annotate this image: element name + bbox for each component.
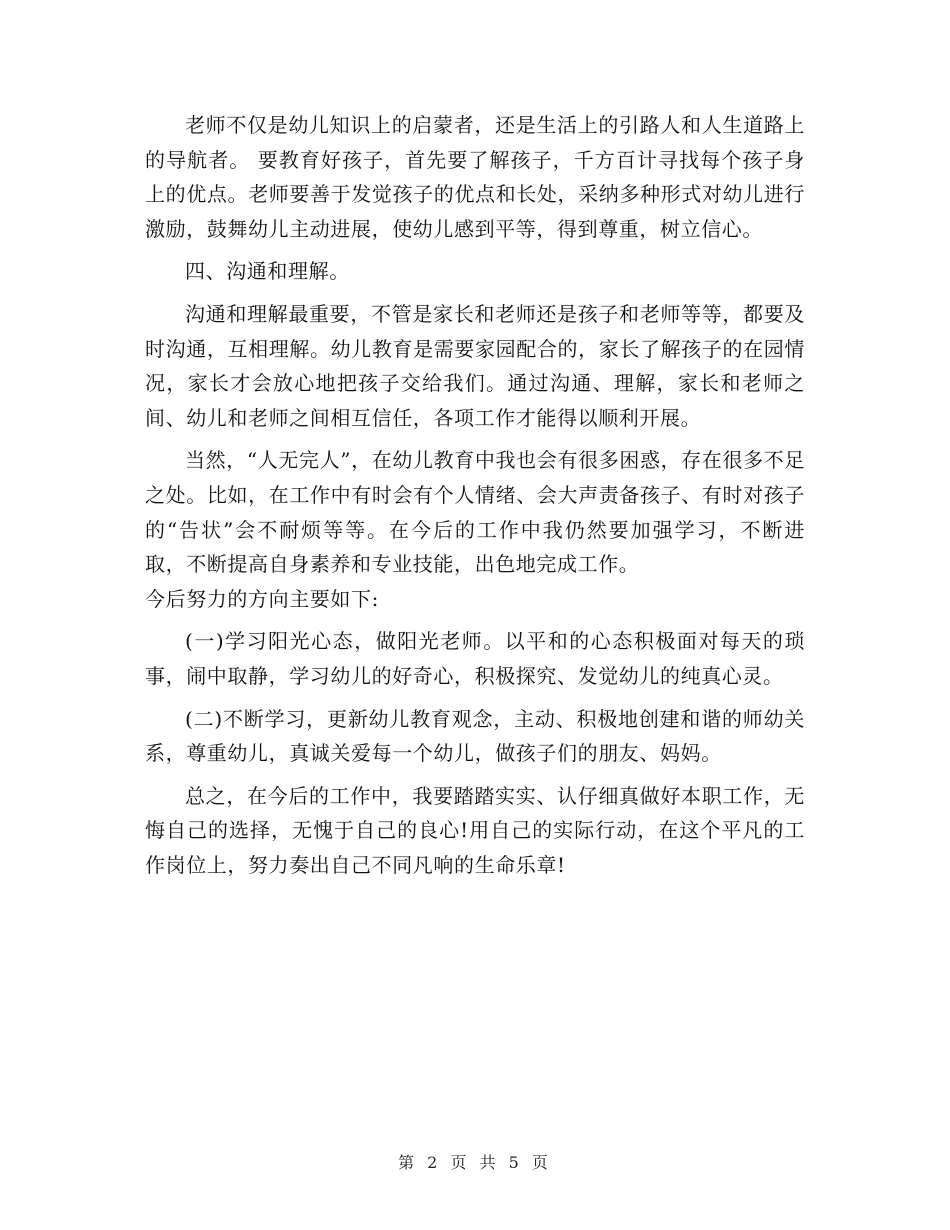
paragraph-teacher-role: 老师不仅是幼儿知识上的启蒙者，还是生活上的引路人和人生道路上的导航者。 要教育好孩子，首先要了解孩子，千方百计寻找每个孩子身上的优点。老师要善于发觉孩子的优点和长处，采纳多种形式对幼儿进行激励，鼓舞幼儿主动进展，使幼儿感到平等，得到尊重，树立信心。 — [145, 113, 805, 241]
paragraph-item-one: (一)学习阳光心态，做阳光老师。以平和的心态积极面对每天的琐事，闹中取静，学习幼儿的好奇心，积极探究、发觉幼儿的纯真心灵。 — [145, 629, 805, 688]
document-body — [145, 108, 805, 890]
paragraph-communication: 沟通和理解最重要，不管是家长和老师还是孩子和老师等等，都要及时沟通，互相理解。幼儿教育是需要家园配合的，家长了解孩子的在园情况，家长才会放心地把孩子交给我们。通过沟通、理解，家长和老师之间、幼儿和老师之间相互信任，各项工作才能得以顺利开展。 — [145, 301, 805, 430]
section-heading-communication: 四、沟通和理解。 — [185, 259, 350, 284]
paragraph-item-two: (二)不断学习，更新幼儿教育观念，主动、积极地创建和谐的师幼关系，尊重幼儿，真诚关爱每一个幼儿，做孩子们的朋友、妈妈。 — [145, 706, 805, 766]
paragraph-shortcomings: 当然，“人无完人”，在幼儿教育中我也会有很多困惑，存在很多不足之处。比如，在工作中有时会有个人情绪、会大声责备孩子、有时对孩子的“告状”会不耐烦等等。在今后的工作中我仍然要加强学习，不断进取，不断提高自身素养和专业技能，出色地完成工作。 — [145, 448, 805, 577]
page-number-footer: 第 2 页 共 5 页 — [398, 1153, 552, 1172]
paragraph-future-direction: 今后努力的方向主要如下: — [145, 586, 379, 611]
paragraph-conclusion: 总之，在今后的工作中，我要踏踏实实、认仔细真做好本职工作，无悔自己的选择，无愧于自己的良心!用自己的实际行动，在这个平凡的工作岗位上，努力奏出自己不同凡响的生命乐章! — [145, 783, 805, 877]
